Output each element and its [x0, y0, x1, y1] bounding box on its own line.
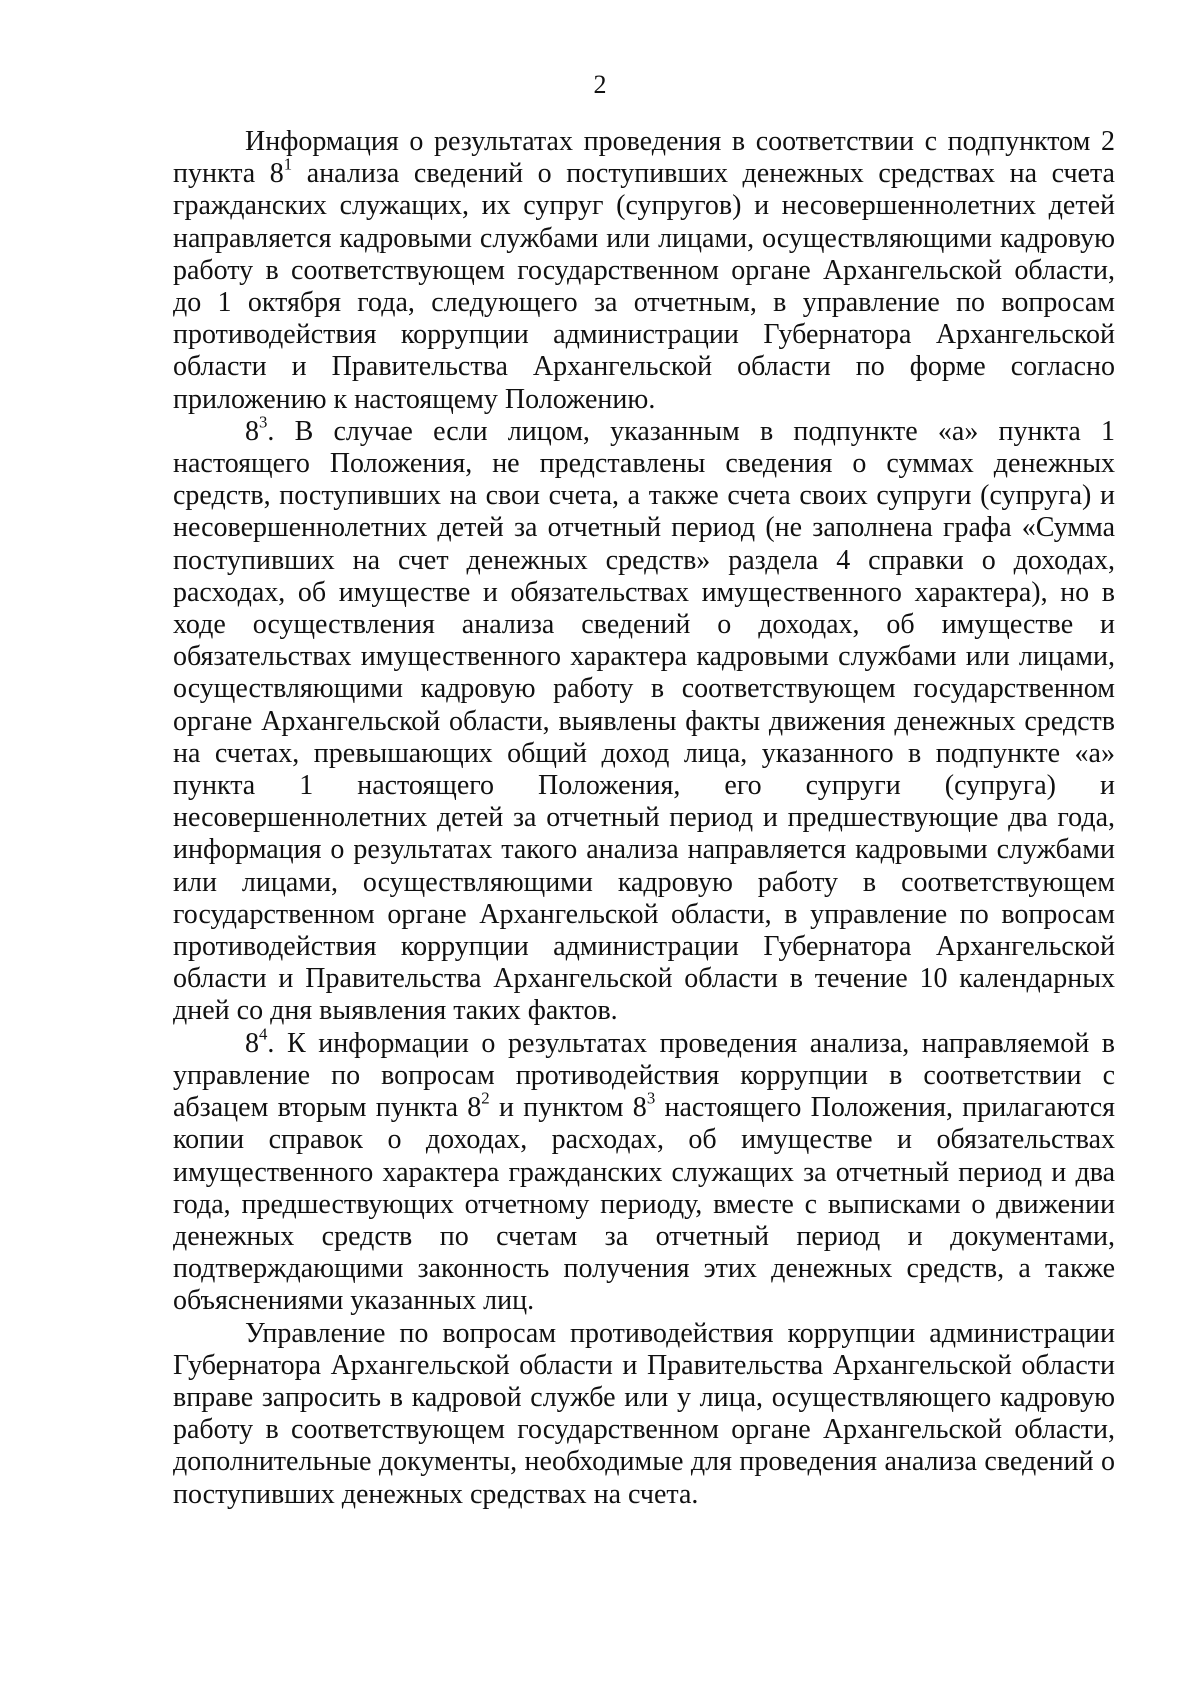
superscript: 3: [646, 1088, 656, 1108]
paragraph-point-8-4: [173, 1024, 1115, 1318]
paragraph-info-results: [173, 126, 1115, 416]
superscript: 1: [283, 154, 293, 174]
superscript: 2: [481, 1088, 490, 1108]
superscript: 4: [259, 1024, 268, 1044]
page-number: 2: [593, 70, 607, 99]
paragraph-department-request: [173, 1318, 1115, 1511]
point-number: 8: [245, 415, 259, 447]
text-run: . В случае если лицом, указанным в подпункте «а» пункта 1 настоящего Положения, не представлены сведения о суммах денежных средств, поступивших на свои счета, а также счета своих супруги (супруга) и несовершеннолетних детей за отчетный период (не заполнена графа «Сумма поступивших на счет денежных средств» раздела 4 справки о доходах, расходах, об имуществе и обязательствах имущественного характера), но в ходе осуществления анализа сведений о доходах, об имуществе и обязательствах имущественного характера кадровыми службами или лицами, осуществляющими кадровую работу в соответствующем государственном органе Архангельской области, выявлены факты движения денежных средств на счетах, превышающих общий доход лица, указанного в подпункте «а» пункта 1 настоящего Положения, его супруги (супруга) и несовершеннолетних детей за отчетный период и предшествующие два года, информация о результатах такого анализа направляется кадровыми службами или лицами, осуществляющими кадровую работу в соответствующем государственном органе Архангельской области, в управление по вопросам противодействия коррупции администрации Губернатора Архангельской области и Правительства Архангельской области в течение 10 календарных дней со дня выявления таких фактов.: [173, 415, 1115, 1027]
text-run: Информация о результатах проведения в соответствии с подпунктом 2 пункта 8: [173, 126, 1115, 190]
document-body: [173, 126, 1115, 1511]
text-run: настоящего Положения, прилагаются копии справок о доходах, расходах, об имуществе и обязательствах имущественного характера гражданских служащих за отчетный период и два года, предшествующих отчетному периоду, вместе с выписками о движении денежных средств по счетам за отчетный период и документами, подтверждающими законность получения этих денежных средств, а также объяснениями указанных лиц.: [173, 1092, 1115, 1317]
text-run: . К информации о результатах проведения анализа, направляемой в управление по вопросам противодействия коррупции в соответствии с абзацем вторым пункта 8: [173, 1027, 1115, 1124]
superscript: 3: [259, 412, 268, 432]
text-run: Управление по вопросам противодействия коррупции администрации Губернатора Архангельской области и Правительства Архангельской области вправе запросить в кадровой службе или у лица, осуществляющего кадровую работу в соответствующем государственном органе Архангельской области, дополнительные документы, необходимые для проведения анализа сведений о поступивших денежных средствах на счета.: [173, 1317, 1115, 1510]
point-number: 8: [245, 1027, 259, 1059]
text-run: анализа сведений о поступивших денежных средствах на счета гражданских служащих, их супруг (супругов) и несовершеннолетних детей направляется кадровыми службами или лицами, осуществляющими кадровую работу в соответствующем государственном органе Архангельской области, до 1 октября года, следующего за отчетным, в управление по вопросам противодействия коррупции администрации Губернатора Архангельской области и Правительства Архангельской области по форме согласно приложению к настоящему Положению.: [173, 158, 1115, 415]
text-run: и пунктом 8: [489, 1092, 647, 1124]
paragraph-point-8-3: [173, 412, 1115, 1028]
